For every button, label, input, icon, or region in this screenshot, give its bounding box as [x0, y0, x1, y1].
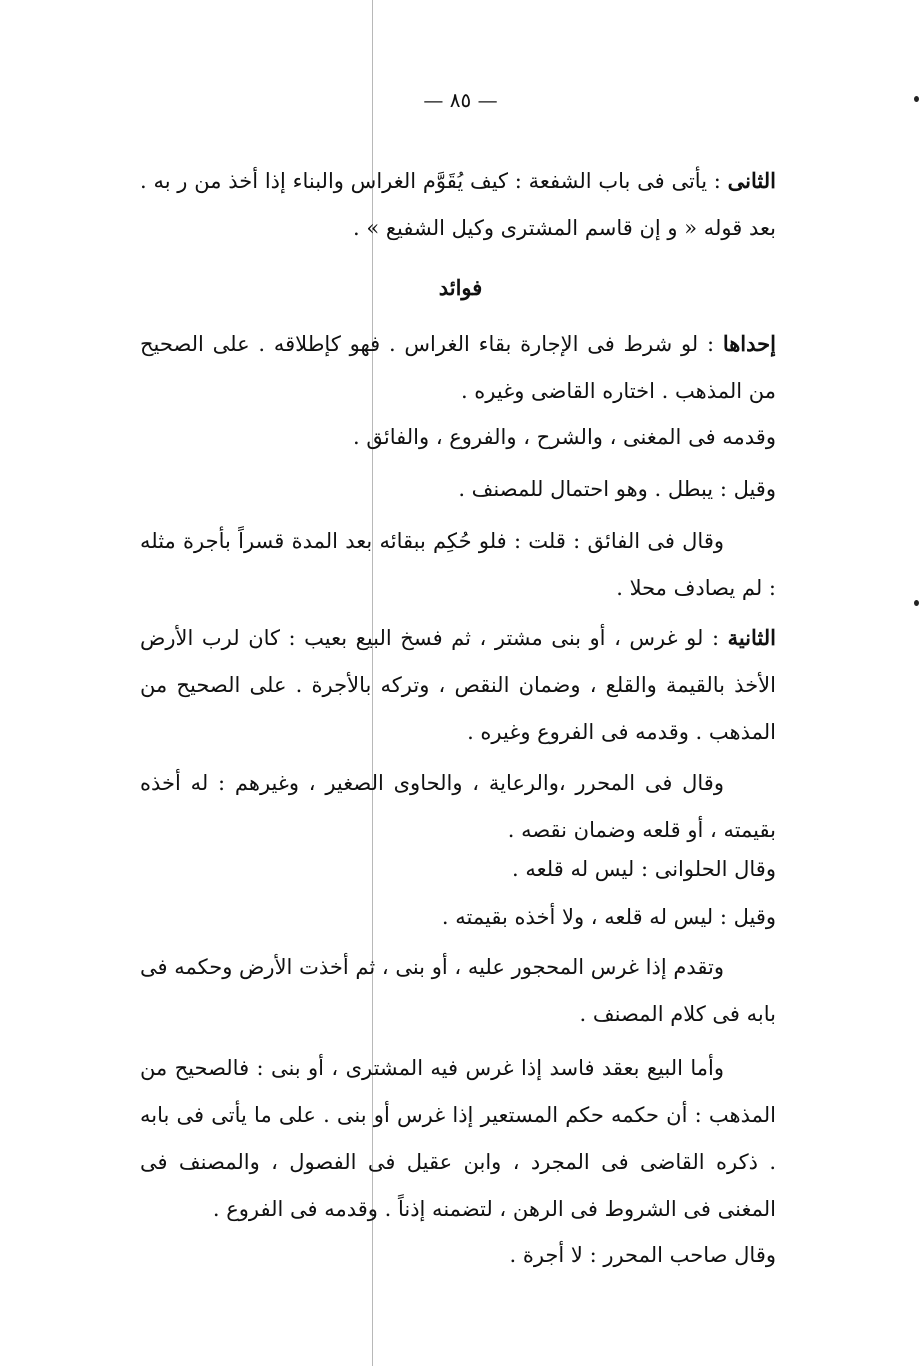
paragraph-fawaid-two — [140, 614, 776, 756]
paragraph-muqaddam: وقدمه فى المغنى ، والشرح ، والفروع ، والفائق . — [353, 425, 776, 449]
section-heading: فوائد — [438, 275, 483, 300]
paragraph-text: : يأتى فى باب الشفعة : كيف يُقَوَّم الغراس والبناء إذا أخذ من ر به . بعد قوله « و إن قاسم المشترى وكيل الشفيع » . — [140, 169, 776, 240]
paragraph-text: : لو شرط فى الإجارة بقاء الغراس . فهو كإطلاقه . على الصحيح من المذهب . اختاره القاضى وغيره . — [140, 332, 776, 403]
paragraph-label: إحداها — [722, 331, 776, 356]
paragraph-label: الثانية — [727, 625, 776, 650]
paragraph-faiq — [140, 518, 776, 612]
paragraph-text: وتقدم إذا غرس المحجور عليه ، أو بنى ، ثم أخذت الأرض وحكمه فى بابه فى كلام المصنف . — [140, 955, 776, 1026]
paragraph-text: وأما البيع بعقد فاسد إذا غرس فيه المشترى ، أو بنى : فالصحيح من المذهب : أن حكمه حكم المستعير إذا غرس أو بنى . على ما يأتى فى بابه . ذكره القاضى فى المجرد ، وابن عقيل فى الفصول ، والمصنف فى المغنى فى الشروط فى الرهن ، لتضمنه إذناً . وقدمه فى الفروع . — [140, 1056, 776, 1221]
page-number: — ٨٥ — — [423, 88, 498, 112]
paragraph-halwani: وقال الحلوانى : ليس له قلعه . — [512, 857, 776, 881]
paragraph-sahib-muharrar: وقال صاحب المحرر : لا أجرة . — [509, 1243, 776, 1267]
paragraph-muharrar — [140, 760, 776, 854]
paragraph-text: وقال فى المحرر ،والرعاية ، والحاوى الصغير ، وغيرهم : له أخذه بقيمته ، أو قلعه وضمان نقصه . — [140, 771, 776, 842]
paragraph-fawaid-one — [140, 320, 776, 415]
paragraph-section-two — [140, 157, 776, 252]
paragraph-text: : لو غرس ، أو بنى مشتر ، ثم فسخ البيع بعيب : كان لرب الأرض الأخذ بالقيمة والقلع ، وضمان النقص ، وتركه بالأجرة . على الصحيح من المذهب . وقدمه فى الفروع وغيره . — [140, 626, 776, 744]
paragraph-qila: وقيل : يبطل . وهو احتمال للمصنف . — [458, 477, 776, 501]
paragraph-text: وقال فى الفائق : قلت : فلو حُكِم ببقائه بعد المدة قسراً بأجرة مثله : لم يصادف محلا . — [140, 529, 776, 600]
paragraph-label: الثانى — [727, 168, 776, 193]
paragraph-bay-fasid — [140, 1045, 776, 1233]
edge-mark — [914, 600, 919, 606]
paragraph-taqaddam — [140, 944, 776, 1038]
paragraph-qila-two: وقيل : ليس له قلعه ، ولا أخذه بقيمته . — [441, 905, 776, 929]
